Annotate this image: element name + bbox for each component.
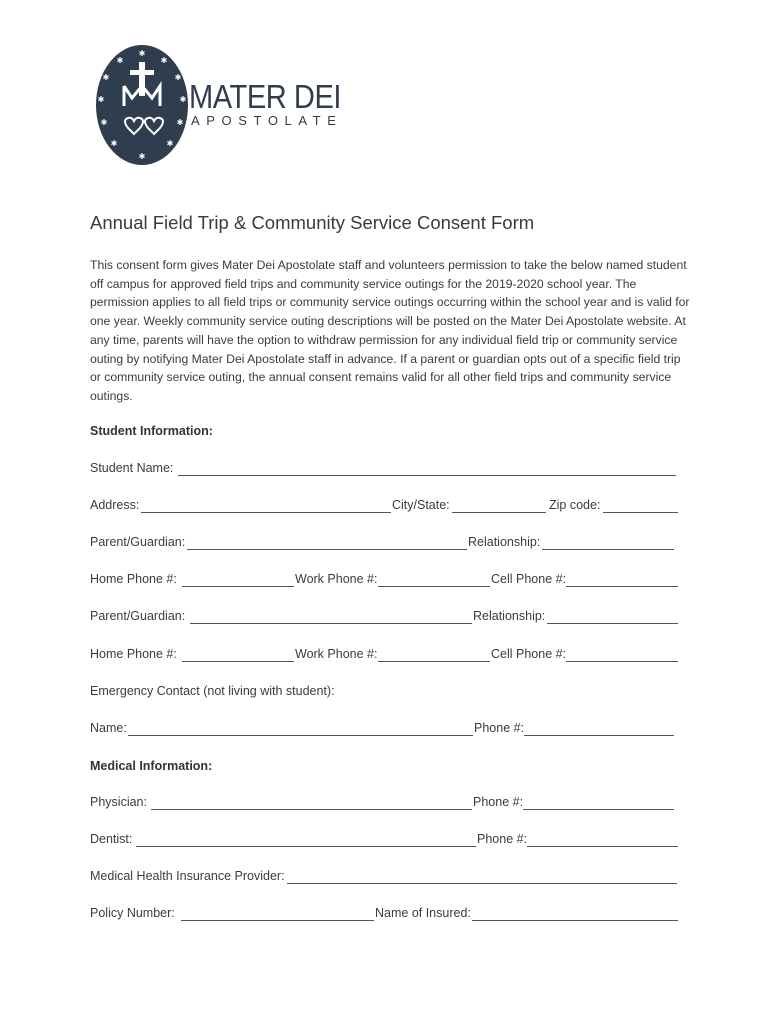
cell-phone-label: Cell Phone #: [491, 647, 567, 661]
parent-guardian-row-2 [90, 609, 680, 627]
work-phone-label: Work Phone #: [295, 647, 378, 661]
name-label: Name: [90, 721, 127, 735]
emergency-name-field[interactable] [128, 735, 473, 736]
svg-text:✱: ✱ [174, 73, 182, 82]
student-section-heading: Student Information: [90, 424, 213, 438]
cell-phone-field[interactable] [566, 586, 678, 587]
student-name-row [90, 461, 680, 479]
svg-text:✱: ✱ [97, 95, 105, 104]
address-row [90, 498, 680, 516]
parent-guardian-label: Parent/Guardian: [90, 535, 186, 549]
physician-label: Physician: [90, 795, 147, 809]
emergency-contact-label: Emergency Contact (not living with student): [90, 684, 335, 698]
insurance-label: Medical Health Insurance Provider: [90, 869, 285, 883]
emergency-name-row [90, 721, 680, 739]
home-phone-label: Home Phone #: [90, 647, 177, 661]
name-of-insured-field[interactable] [472, 920, 678, 921]
medical-section-heading: Medical Information: [90, 759, 213, 773]
phones-row-2 [90, 647, 680, 665]
phones-row-1 [90, 572, 680, 590]
work-phone-label: Work Phone #: [295, 572, 378, 586]
relationship-field[interactable] [547, 623, 678, 624]
form-title: Annual Field Trip & Community Service Consent Form [90, 212, 535, 233]
dentist-row [90, 832, 680, 850]
emergency-contact-heading [90, 684, 680, 702]
home-phone-label: Home Phone #: [90, 572, 177, 586]
svg-text:✱: ✱ [160, 56, 168, 65]
emergency-phone-field[interactable] [524, 735, 674, 736]
svg-text:✱: ✱ [102, 73, 110, 82]
work-phone-field[interactable] [378, 586, 490, 587]
svg-text:✱: ✱ [176, 118, 184, 127]
name-of-insured-label: Name of Insured: [375, 906, 471, 920]
dentist-phone-field[interactable] [527, 846, 678, 847]
svg-text:✱: ✱ [138, 49, 146, 58]
parent-guardian-row-1 [90, 535, 680, 553]
intro-paragraph: This consent form gives Mater Dei Apostolate staff and volunteers permission to take the below named student off campus for approved field trips and community service outings for the 2019-2020 school year. The permission applies to all field trips or community service outings occurring within the school year and is valid for one year. Weekly community service outing descriptions will be posted on the Mater Dei Apostolate website. At any time, parents will have the option to withdraw permission for any individual field trip or community service outing by notifying Mater Dei Apostolate staff in advance. If a parent or guardian opts out of a specific field trip or community service outing, the annual consent remains valid for all other field trips and community service outings. [90, 258, 690, 403]
cell-phone-field[interactable] [566, 661, 678, 662]
cell-phone-label: Cell Phone #: [491, 572, 567, 586]
student-name-field[interactable] [178, 475, 676, 476]
zip-field[interactable] [603, 512, 678, 513]
parent-guardian-field[interactable] [187, 549, 467, 550]
svg-text:✱: ✱ [110, 139, 118, 148]
work-phone-field[interactable] [378, 661, 490, 662]
mater-dei-emblem-icon [92, 42, 192, 168]
svg-text:✱: ✱ [100, 118, 108, 127]
insurance-row [90, 869, 680, 887]
phone-label: Phone #: [477, 832, 528, 846]
phone-label: Phone #: [474, 721, 525, 735]
city-state-field[interactable] [452, 512, 546, 513]
address-label: Address: [90, 498, 140, 512]
dentist-label: Dentist: [90, 832, 133, 846]
svg-text:✱: ✱ [116, 56, 124, 65]
policy-number-field[interactable] [181, 920, 374, 921]
svg-text:✱: ✱ [138, 152, 146, 161]
relationship-label: Relationship: [468, 535, 541, 549]
city-state-label: City/State: [392, 498, 450, 512]
svg-text:✱: ✱ [179, 95, 187, 104]
home-phone-field[interactable] [182, 586, 294, 587]
home-phone-field[interactable] [182, 661, 294, 662]
relationship-field[interactable] [542, 549, 674, 550]
parent-guardian-label: Parent/Guardian: [90, 609, 186, 623]
parent-guardian-field[interactable] [190, 623, 472, 624]
policy-row [90, 906, 680, 924]
dentist-field[interactable] [136, 846, 476, 847]
physician-field[interactable] [151, 809, 472, 810]
brand-name: MATER DEI [189, 78, 342, 115]
phone-label: Phone #: [473, 795, 524, 809]
brand-subtitle: APOSTOLATE [191, 113, 343, 128]
insurance-field[interactable] [287, 883, 677, 884]
student-name-label: Student Name: [90, 461, 174, 475]
policy-number-label: Policy Number: [90, 906, 175, 920]
physician-phone-field[interactable] [523, 809, 674, 810]
relationship-label: Relationship: [473, 609, 546, 623]
zip-label: Zip code: [549, 498, 601, 512]
svg-text:✱: ✱ [166, 139, 174, 148]
physician-row [90, 795, 680, 813]
address-field[interactable] [141, 512, 391, 513]
